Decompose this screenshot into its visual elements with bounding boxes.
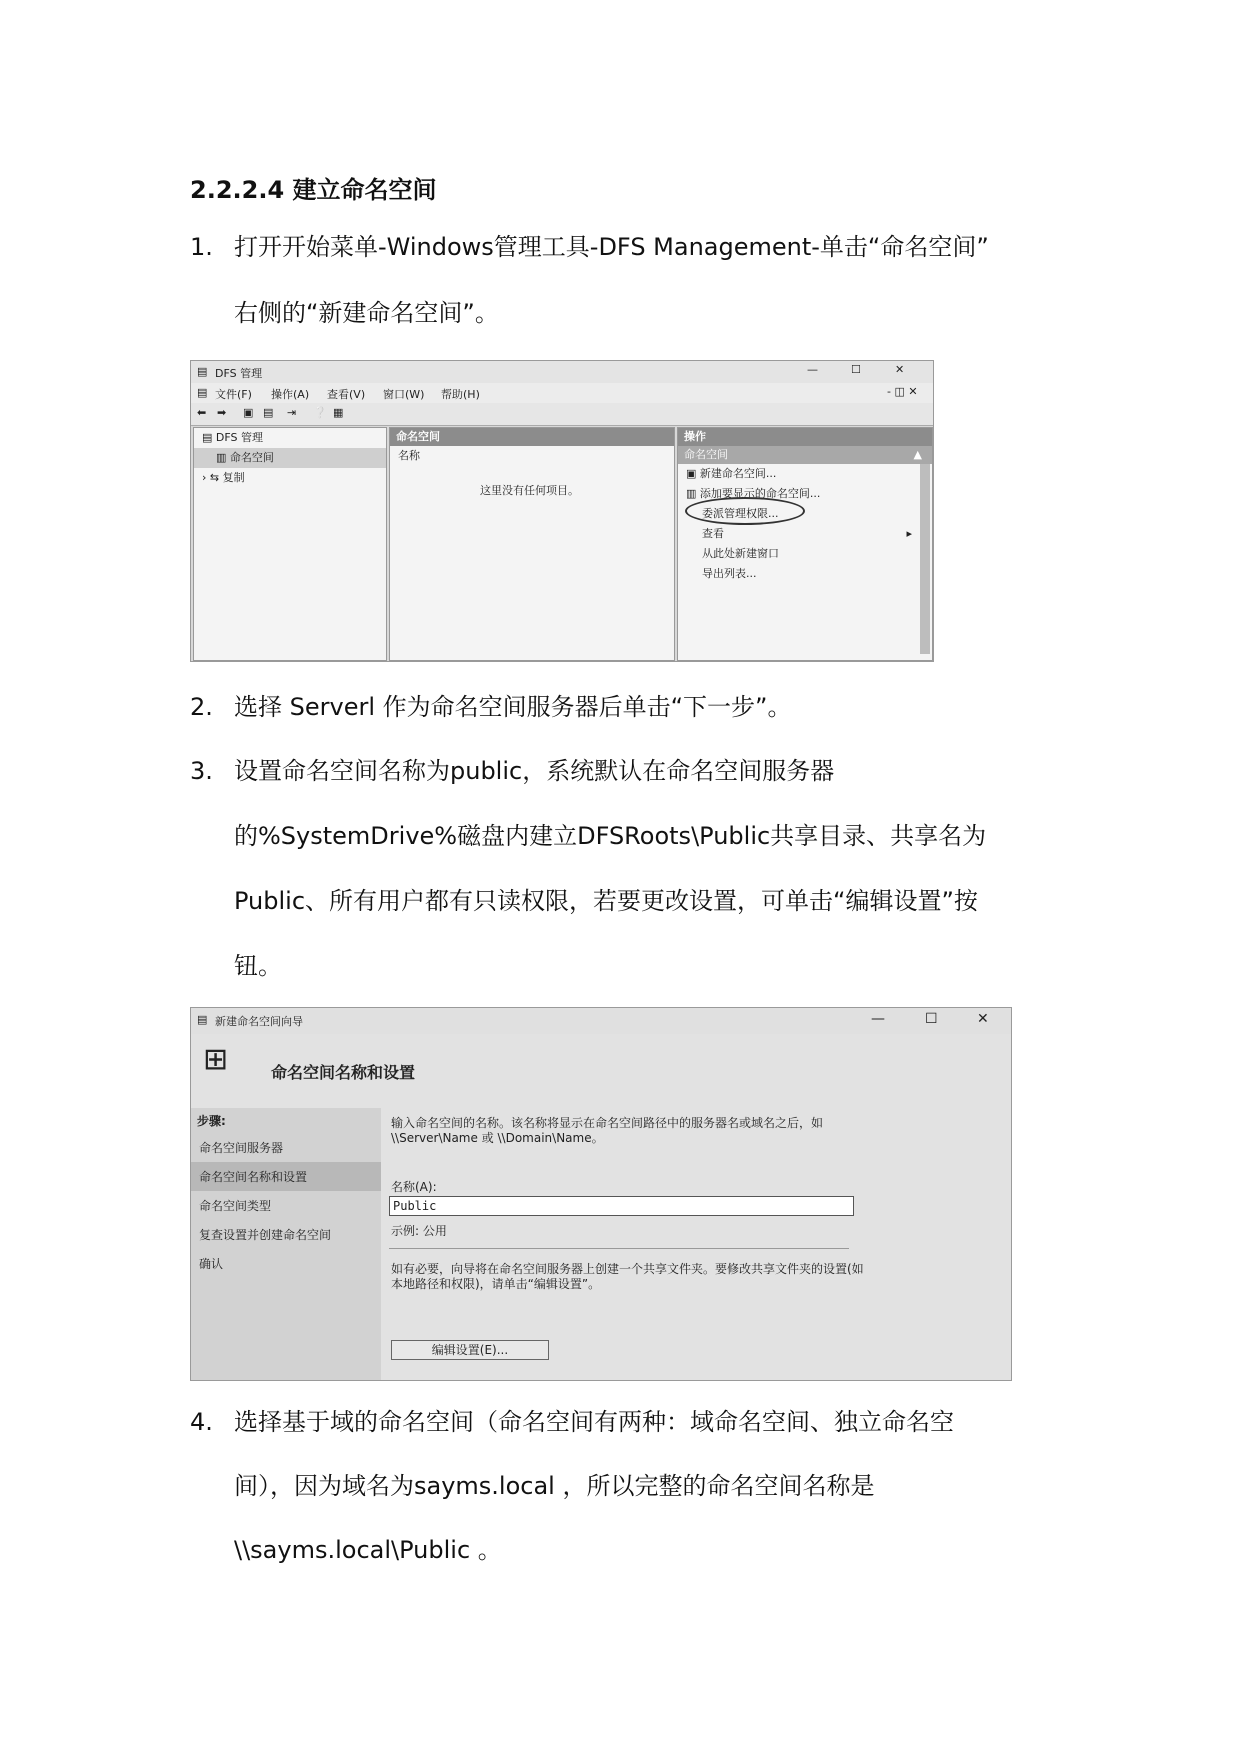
action-export[interactable]: 导出列表... — [702, 567, 757, 580]
step-3 — [0, 756, 1100, 986]
steps-label: 步骤: — [197, 1114, 226, 1128]
menu-help[interactable]: 帮助(H) — [441, 388, 480, 401]
instruction-text: 输入命名空间的名称。该名称将显示在命名空间路径中的服务器名或域名之后，如 \\Server\Name 或 \\Domain\Name。 — [391, 1116, 824, 1145]
step-line: Public、所有用户都有只读权限，若要更改设置，可单击“编辑设置”按 — [234, 887, 978, 915]
actions-subheader — [678, 446, 932, 464]
column-name[interactable]: 名称 — [398, 449, 420, 462]
export-icon[interactable]: ⇥ — [287, 406, 297, 419]
window-title: DFS 管理 — [215, 367, 263, 380]
new-namespace-icon: ▣ — [686, 467, 700, 480]
wizard-graphic-icon: ⊞ — [203, 1042, 229, 1077]
dfs-icon: ▤ — [202, 431, 216, 444]
action-label: 查看 — [702, 527, 724, 540]
tree-pane — [193, 427, 387, 661]
step-name-settings[interactable]: 命名空间名称和设置 — [191, 1162, 381, 1191]
name-input[interactable]: Public — [389, 1196, 854, 1216]
maximize-icon[interactable]: ☐ — [851, 363, 861, 376]
step-line: 选择基于域的命名空间（命名空间有两种：域命名空间、独立命名空 — [234, 1408, 954, 1436]
minimize-icon[interactable]: — — [871, 1011, 885, 1027]
console-tree-icon[interactable]: ▤ — [263, 406, 274, 419]
replication-icon: ⇆ — [209, 471, 223, 484]
action-new-window[interactable]: 从此处新建窗口 — [702, 547, 779, 560]
wizard-titlebar — [191, 1008, 1011, 1034]
step-number: 4. — [190, 1408, 213, 1436]
close-icon[interactable]: ✕ — [977, 1011, 989, 1027]
edit-settings-button[interactable]: 编辑设置(E)... — [391, 1340, 549, 1360]
wizard-title: 新建命名空间向导 — [215, 1015, 303, 1028]
scrollbar[interactable] — [920, 464, 930, 654]
up-icon[interactable]: ▣ — [243, 406, 254, 419]
menu-action[interactable]: 操作(A) — [271, 388, 310, 401]
tree-root[interactable] — [194, 428, 386, 448]
content-header: 命名空间 — [390, 428, 674, 446]
separator — [389, 1248, 849, 1249]
menu-file[interactable]: 文件(F) — [215, 388, 252, 401]
window-titlebar — [191, 361, 933, 383]
namespace-icon: ▥ — [216, 451, 230, 464]
step-line: 间），因为域名为sayms.local ，所以完整的命名空间名称是 — [234, 1472, 875, 1500]
window-icon: ▤ — [197, 365, 208, 378]
step-number: 3. — [190, 757, 213, 785]
step-line: 右侧的“新建命名空间”。 — [234, 299, 499, 327]
restore-icon[interactable]: - ◫ ✕ — [887, 385, 918, 398]
actions-subheader-label: 命名空间 — [684, 448, 728, 461]
step-namespace-server[interactable]: 命名空间服务器 — [199, 1141, 284, 1155]
step-number: 2. — [190, 693, 213, 721]
wizard-header: 命名空间名称和设置 — [271, 1063, 416, 1082]
note-text: 如有必要，向导将在命名空间服务器上创建一个共享文件夹。要修改共享文件夹的设置(如本地路径和权限)，请单击“编辑设置”。 — [391, 1262, 864, 1291]
actions-pane — [677, 427, 933, 661]
step-line: 打开开始菜单-Windows管理工具-DFS Management-单击“命名空间” — [234, 233, 989, 261]
maximize-icon[interactable]: ☐ — [925, 1011, 938, 1027]
section-heading: 2.2.2.4 建立命名空间 — [190, 176, 437, 204]
tree-label: 复制 — [222, 471, 245, 484]
example-text: 示例: 公用 — [391, 1224, 447, 1238]
forward-icon[interactable]: ➡ — [217, 406, 227, 419]
toolbar — [191, 403, 933, 426]
tree-namespace[interactable] — [194, 448, 386, 468]
step-review[interactable]: 复查设置并创建命名空间 — [199, 1228, 332, 1242]
help-icon[interactable]: ❔ — [313, 406, 327, 419]
step-2 — [0, 692, 1100, 724]
add-icon: ▥ — [686, 487, 700, 500]
minimize-icon[interactable]: — — [807, 363, 818, 376]
steps-panel — [191, 1108, 381, 1380]
tree-replication[interactable] — [194, 468, 386, 488]
wizard-icon: ▤ — [197, 1013, 208, 1026]
menu-icon: ▤ — [197, 386, 208, 399]
back-icon[interactable]: ⬅ — [197, 406, 207, 419]
action-view[interactable] — [678, 524, 932, 544]
step-1 — [0, 232, 1100, 332]
action-label: 添加要显示的命名空间... — [699, 487, 821, 500]
submenu-arrow-icon: ▸ — [906, 527, 912, 540]
collapse-icon[interactable]: ▲ — [913, 448, 922, 461]
content-pane — [389, 427, 675, 661]
properties-icon[interactable]: ▦ — [333, 406, 344, 419]
step-line: 的%SystemDrive%磁盘内建立DFSRoots\Public共享目录、共享名为 — [234, 822, 987, 850]
step-namespace-type[interactable]: 命名空间类型 — [199, 1199, 272, 1213]
actions-header: 操作 — [678, 428, 932, 446]
highlight-oval — [685, 497, 805, 525]
name-label: 名称(A): — [391, 1180, 437, 1194]
tree-label: 命名空间 — [229, 451, 274, 464]
menu-view[interactable]: 查看(V) — [327, 388, 366, 401]
step-line: \\sayms.local\Public 。 — [234, 1536, 502, 1564]
step-line: 钮。 — [234, 952, 282, 980]
tree-label: DFS 管理 — [215, 431, 263, 444]
chevron-right-icon[interactable]: › — [202, 471, 210, 484]
empty-message: 这里没有任何项目。 — [480, 484, 579, 497]
step-line: 选择 Serverl 作为命名空间服务器后单击“下一步”。 — [234, 693, 792, 721]
step-confirm[interactable]: 确认 — [199, 1257, 224, 1271]
action-delegate[interactable]: 委派管理权限... — [702, 507, 779, 520]
dfs-management-screenshot — [190, 360, 934, 662]
action-label: 新建命名空间... — [699, 467, 777, 480]
step-number: 1. — [190, 233, 213, 261]
action-new-namespace[interactable] — [678, 464, 932, 484]
step-line: 设置命名空间名称为public，系统默认在命名空间服务器 — [234, 757, 835, 785]
step-4 — [0, 1407, 1100, 1567]
menu-bar — [191, 383, 933, 404]
close-icon[interactable]: ✕ — [895, 363, 905, 376]
menu-window[interactable]: 窗口(W) — [383, 388, 425, 401]
namespace-wizard-screenshot — [190, 1007, 1012, 1381]
